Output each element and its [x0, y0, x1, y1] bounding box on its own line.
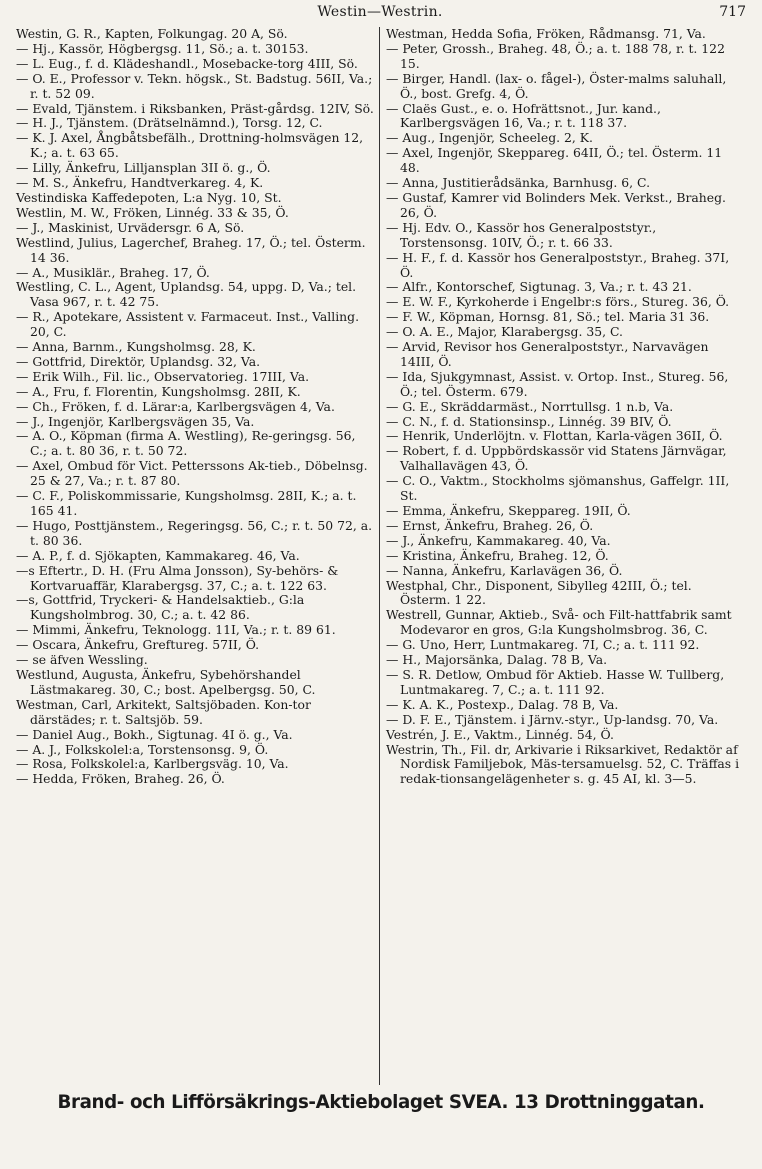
- directory-entry: Vestrén, J. E., Vaktm., Linnég. 54, Ö.: [386, 726, 614, 742]
- directory-entry: — K. A. K., Postexp., Dalag. 78 B, Va.: [386, 696, 619, 712]
- directory-entry: — H. F., f. d. Kassör hos Generalpoststyr., Braheg. 37I, Ö.: [386, 249, 730, 280]
- footer-advertisement: Brand- och Lifförsäkrings-Aktiebolaget SVEA. 13 Drottninggatan.: [57, 1091, 705, 1113]
- directory-entry: — Daniel Aug., Bokh., Sigtunag. 4I ö. g., Va.: [16, 726, 293, 742]
- directory-entry: Vestindiska Kaffedepoten, L:a Nyg. 10, St.: [16, 189, 282, 205]
- directory-entry: — Ida, Sjukgymnast, Assist. v. Ortop. Inst., Stureg. 56, Ö.; tel. Österm. 679.: [386, 368, 729, 399]
- directory-entry: — Evald, Tjänstem. i Riksbanken, Präst-gårdsg. 12IV, Sö.: [16, 100, 374, 116]
- directory-entry: — Gustaf, Kamrer vid Bolinders Mek. Verkst., Braheg. 26, Ö.: [386, 189, 726, 220]
- directory-entry: — Erik Wilh., Fil. lic., Observatorieg. 17III, Va.: [16, 368, 310, 384]
- running-title: Westin—Westrin.: [317, 4, 443, 20]
- directory-entry: — Ch., Fröken, f. d. Lärar:a, Karlbergsvägen 4, Va.: [16, 398, 335, 414]
- page-number: 717: [719, 4, 746, 20]
- directory-entry: — Hj., Kassör, Högbergsg. 11, Sö.; a. t. 30153.: [16, 40, 309, 56]
- directory-entry: — C. N., f. d. Stationsinsp., Linnég. 39 BIV, Ö.: [386, 413, 672, 429]
- directory-entry: — Alfr., Kontorschef, Sigtunag. 3, Va.; r. t. 43 21.: [386, 279, 692, 295]
- directory-entry: Westrell, Gunnar, Aktieb., Svå- och Filt-hattfabrik samt Modevaror en gros, G:la Kungsholmsbrog. 36, C.: [386, 607, 732, 638]
- directory-entry: — J., Ingenjör, Karlbergsvägen 35, Va.: [16, 413, 255, 429]
- directory-entry: — Aug., Ingenjör, Scheeleg. 2, K.: [386, 130, 593, 146]
- directory-entry: — Hugo, Posttjänstem., Regeringsg. 56, C.; r. t. 50 72, a. t. 80 36.: [16, 517, 373, 548]
- directory-entry: — A. P., f. d. Sjökapten, Kammakareg. 46, Va.: [16, 547, 300, 563]
- directory-entry: — Birger, Handl. (lax- o. fågel-), Öster-malms saluhall, Ö., bost. Grefg. 4, Ö.: [386, 70, 727, 101]
- directory-entry: — Ernst, Änkefru, Braheg. 26, Ö.: [386, 517, 594, 533]
- directory-entry: — Axel, Ombud för Vict. Petterssons Ak-tieb., Döbelnsg. 25 & 27, Va.; r. t. 87 80.: [16, 458, 368, 489]
- directory-entry: — Claës Gust., e. o. Hofrättsnot., Jur. kand., Karlbergsvägen 16, Va.; r. t. 118 37.: [386, 100, 661, 131]
- directory-entry: — A. O., Köpman (firma A. Westling), Re-geringsg. 56, C.; a. t. 80 36, r. t. 50 72.: [16, 428, 356, 459]
- directory-entry: Westling, C. L., Agent, Uplandsg. 54, uppg. D, Va.; tel. Vasa 967, r. t. 42 75.: [16, 279, 357, 310]
- directory-entry: — Hj. Edv. O., Kassör hos Generalpoststyr., Torstensonsg. 10IV, Ö.; r. t. 66 33.: [386, 219, 657, 250]
- directory-entry: — se äfven Wessling.: [16, 652, 148, 668]
- directory-entry: — Arvid, Revisor hos Generalpoststyr., Narvavägen 14III, Ö.: [386, 339, 709, 369]
- directory-entry: — K. J. Axel, Ångbåtsbefälh., Drottning-holmsvägen 12, K.; a. t. 63 65.: [16, 130, 364, 161]
- directory-entry: — Peter, Grossh., Braheg. 48, Ö.; a. t. 188 78, r. t. 122 15.: [386, 40, 725, 71]
- directory-entry: — Axel, Ingenjör, Skeppareg. 64II, Ö.; tel. Österm. 11 48.: [386, 145, 723, 176]
- directory-entry: — E. W. F., Kyrkoherde i Engelbr:s förs., Stureg. 36, Ö.: [386, 294, 730, 310]
- directory-entry: — Lilly, Änkefru, Lilljansplan 3II ö. g., Ö.: [16, 160, 271, 176]
- directory-entry: — J., Änkefru, Kammakareg. 40, Va.: [386, 532, 611, 548]
- directory-entry: — H., Majorsänka, Dalag. 78 B, Va.: [386, 652, 608, 668]
- right-column: [380, 27, 746, 1085]
- directory-entry: — Anna, Barnm., Kungsholmsg. 28, K.: [16, 339, 256, 355]
- directory-entry: — Anna, Justitierådsänka, Barnhusg. 6, C.: [386, 175, 651, 191]
- directory-entry: — A. J., Folkskolel:a, Torstensonsg. 9, Ö.: [16, 741, 269, 757]
- directory-entry: — C. F., Poliskommissarie, Kungsholmsg. 28II, K.; a. t. 165 41.: [16, 488, 357, 518]
- directory-entry: — Kristina, Änkefru, Braheg. 12, Ö.: [386, 547, 609, 563]
- directory-entry: — C. O., Vaktm., Stockholms sjömanshus, Gaffelgr. 1II, St.: [386, 473, 730, 504]
- directory-entry: — Hedda, Fröken, Braheg. 26, Ö.: [16, 771, 225, 787]
- directory-entry: Westman, Carl, Arkitekt, Saltsjöbaden. Kon-tor därstädes; r. t. Saltsjöb. 59.: [16, 696, 311, 727]
- directory-entry: — Emma, Änkefru, Skeppareg. 19II, Ö.: [386, 503, 631, 518]
- directory-entry: — R., Apotekare, Assistent v. Farmaceut. Inst., Valling. 20, C.: [16, 309, 360, 340]
- directory-entry: Westlin, M. W., Fröken, Linnég. 33 & 35, Ö.: [16, 204, 289, 220]
- left-column: [14, 27, 380, 1085]
- directory-entry: — Rosa, Folkskolel:a, Karlbergsväg. 10, Va.: [16, 756, 289, 772]
- directory-entry: — H. J., Tjänstem. (Drätselnämnd.), Torsg. 12, C.: [16, 115, 323, 131]
- directory-entry: Westin, G. R., Kapten, Folkungag. 20 A, Sö.: [16, 27, 288, 41]
- directory-entry: — D. F. E., Tjänstem. i Järnv.-styr., Up-landsg. 70, Va.: [386, 711, 719, 727]
- directory-entry: — O. A. E., Major, Klarabergsg. 35, C.: [386, 324, 623, 340]
- directory-entry: Westrin, Th., Fil. dr, Arkivarie i Riksarkivet, Redaktör af Nordisk Familjebok, Mäs-tersamuelsg. 52, C. Träffas i redak-tionsangelägenheter s. g. 45 AI, kl. 3—5.: [386, 741, 740, 787]
- directory-entry: — G. E., Skräddarmäst., Norrtullsg. 1 n.b, Va.: [386, 398, 674, 414]
- directory-entry: Westlind, Julius, Lagerchef, Braheg. 17, Ö.; tel. Österm. 14 36.: [16, 234, 366, 265]
- directory-entry: —s, Gottfrid, Tryckeri- & Handelsaktieb., G:la Kungsholmbrog. 30, C.; a. t. 42 86.: [16, 592, 305, 623]
- directory-entry: — Henrik, Underlöjtn. v. Flottan, Karla-vägen 36II, Ö.: [386, 428, 723, 444]
- directory-entry: Westman, Hedda Sofia, Fröken, Rådmansg. 71, Va.: [386, 27, 706, 41]
- directory-entry: — L. Eug., f. d. Klädeshandl., Mosebacke-torg 4III, Sö.: [16, 55, 358, 71]
- directory-entry: — Robert, f. d. Uppbördskassör vid Statens Järnvägar, Valhallavägen 43, Ö.: [386, 443, 727, 474]
- directory-entry: — O. E., Professor v. Tekn. högsk., St. Badstug. 56II, Va.; r. t. 52 09.: [16, 70, 373, 101]
- directory-entry: — F. W., Köpman, Hornsg. 81, Sö.; tel. Maria 31 36.: [386, 309, 710, 325]
- directory-entry: —s Eftertr., D. H. (Fru Alma Jonsson), Sy-behörs- & Kortvaruaffär, Klarabergsg. 37, C.; a. t. 122 63.: [16, 562, 339, 593]
- directory-entry: — M. S., Änkefru, Handtverkareg. 4, K.: [16, 175, 264, 191]
- directory-columns: [14, 27, 748, 1085]
- directory-entry: — Oscara, Änkefru, Greftureg. 57II, Ö.: [16, 637, 260, 653]
- directory-entry: — A., Musiklär., Braheg. 17, Ö.: [16, 264, 210, 280]
- directory-entry: — G. Uno, Herr, Luntmakareg. 7I, C.; a. t. 111 92.: [386, 637, 700, 653]
- page-header: [14, 4, 746, 26]
- directory-entry: — J., Maskinist, Urvädersgr. 6 A, Sö.: [16, 219, 245, 235]
- directory-entry: — Gottfrid, Direktör, Uplandsg. 32, Va.: [16, 353, 261, 369]
- directory-entry: Westlund, Augusta, Änkefru, Sybehörshandel Lästmakareg. 30, C.; bost. Apelbergsg. 50, C.: [16, 666, 316, 697]
- directory-entry: — Mimmi, Änkefru, Teknologg. 11I, Va.; r. t. 89 61.: [16, 622, 336, 638]
- directory-entry: — Nanna, Änkefru, Karlavägen 36, Ö.: [386, 562, 623, 578]
- directory-entry: — A., Fru, f. Florentin, Kungsholmsg. 28II, K.: [16, 383, 301, 399]
- directory-entry: Westphal, Chr., Disponent, Sibylleg 42III, Ö.; tel. Österm. 1 22.: [386, 577, 692, 608]
- directory-entry: — S. R. Detlow, Ombud för Aktieb. Hasse W. Tullberg, Luntmakareg. 7, C.; a. t. 111 92.: [386, 666, 725, 697]
